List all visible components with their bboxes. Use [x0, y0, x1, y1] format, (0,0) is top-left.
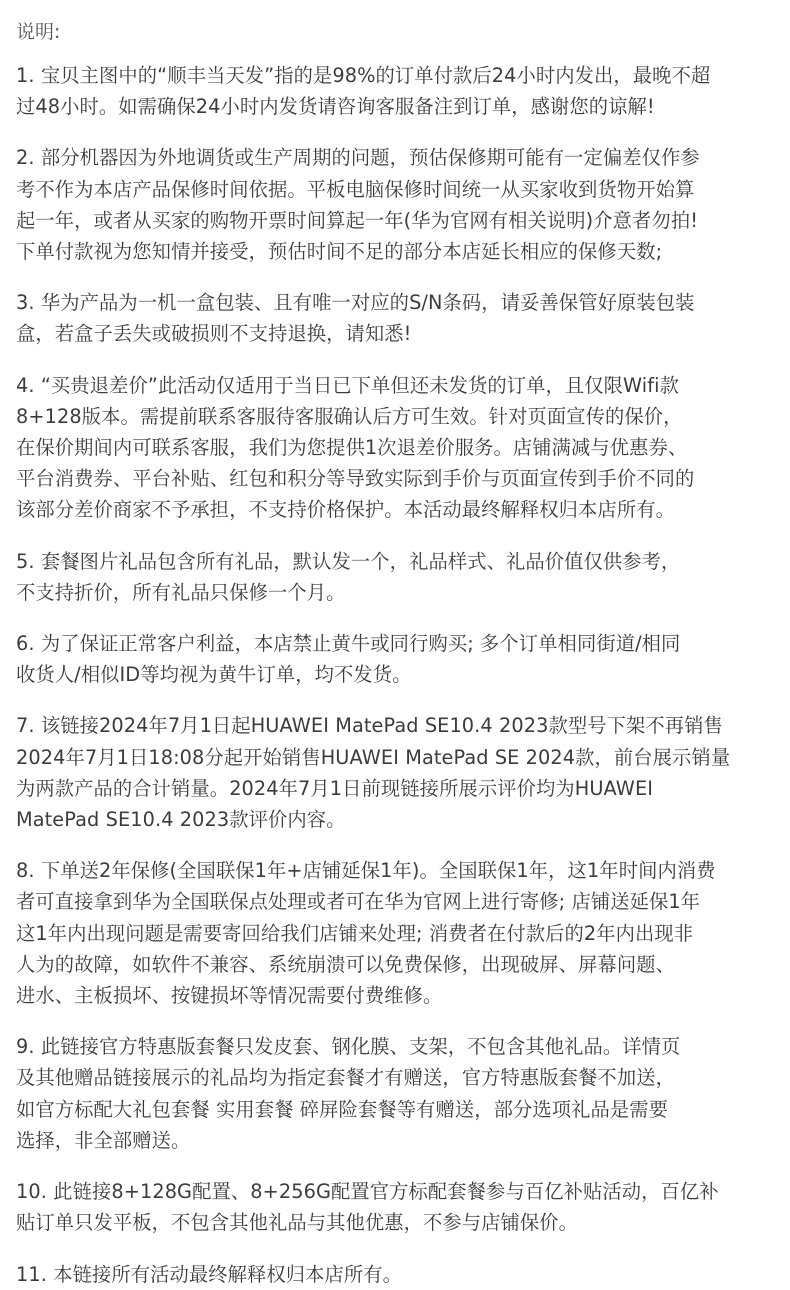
notice-item-10	[16, 1176, 776, 1238]
notice-line: 考不作为本店产品保修时间依据。平板电脑保修时间统一从买家收到货物开始算	[16, 177, 695, 201]
notice-line: 不支持折价，所有礼品只保修一个月。	[16, 580, 346, 604]
page-heading: 说明:	[16, 21, 61, 43]
notice-line: MatePad SE10.4 2023款评价内容。	[16, 808, 346, 832]
notice-item-6	[16, 628, 776, 690]
notice-line: 8. 下单送2年保修(全国联保1年+店铺延保1年)。全国联保1年，这1年时间内消费	[16, 859, 716, 883]
notice-item-7	[16, 710, 776, 835]
notice-line: 5. 套餐图片礼品包含所有礼品，默认发一个，礼品样式、礼品价值仅供参考，	[16, 549, 681, 573]
notice-line: 这1年内出现问题是需要寄回给我们店铺来处理; 消费者在付款后的2年内出现非	[16, 921, 694, 945]
notice-item-1	[16, 60, 776, 122]
notice-line: 2024年7月1日18:08分起开始销售HUAWEI MatePad SE 2024款，前台展示销量	[16, 745, 731, 769]
notice-line: 及其他赠品链接展示的礼品均为指定套餐才有赠送，官方特惠版套餐不加送，	[16, 1066, 675, 1090]
notice-line: 7. 该链接2024年7月1日起HUAWEI MatePad SE10.4 2023款型号下架不再销售	[16, 714, 723, 738]
notice-item-4	[16, 370, 776, 526]
notice-item-5	[16, 546, 776, 608]
notice-line: 6. 为了保证正常客户利益，本店禁止黄牛或同行购买; 多个订单相同街道/相同	[16, 632, 681, 656]
notice-line: 3. 华为产品为一机一盒包装、且有唯一对应的S/N条码，请妥善保管好原装包装	[16, 291, 695, 315]
notice-line: 选择，非全部赠送。	[16, 1128, 191, 1152]
notice-line: 为两款产品的合计销量。2024年7月1日前现链接所展示评价均为HUAWEI	[16, 776, 654, 800]
notice-line: 11. 本链接所有活动最终解释权归本店所有。	[16, 1262, 403, 1286]
notice-line: 起一年，或者从买家的购物开票时间算起一年(华为官网有相关说明)介意者勿拍!	[16, 208, 699, 232]
notice-line: 如官方标配大礼包套餐 实用套餐 碎屏险套餐等有赠送，部分选项礼品是需要	[16, 1097, 669, 1121]
notice-line: 2. 部分机器因为外地调货或生产周期的问题，预估保修期可能有一定偏差仅作参	[16, 146, 700, 170]
notice-line: 贴订单只发平板，不包含其他礼品与其他优惠，不参与店铺保价。	[16, 1211, 579, 1235]
notice-line: 进水、主板损坏、按键损坏等情况需要付费维修。	[16, 984, 443, 1008]
notice-line: 下单付款视为您知情并接受，预估时间不足的部分本店延长相应的保修天数;	[16, 240, 663, 264]
notice-line: 8+128版本。需提前联系客服待客服确认后方可生效。针对页面宣传的保价，	[16, 404, 683, 428]
notice-line: 过48小时。如需确保24小时内发货请咨询客服备注到订单，感谢您的谅解!	[16, 95, 655, 119]
notice-line: 人为的故障，如软件不兼容、系统崩溃可以免费保修，出现破屏、屏幕问题、	[16, 952, 675, 976]
notice-item-9	[16, 1031, 776, 1156]
notice-line: 9. 此链接官方特惠版套餐只发皮套、钢化膜、支架，不包含其他礼品。详情页	[16, 1035, 681, 1059]
notice-line: 者可直接拿到华为全国联保点处理或者可在华为官网上进行寄修; 店铺送延保1年	[16, 890, 701, 914]
notice-line: 1. 宝贝主图中的“顺丰当天发”指的是98%的订单付款后24小时内发出，最晚不超	[16, 64, 711, 87]
notice-line: 4. “买贵退差价”此活动仅适用于当日已下单但还未发货的订单，且仅限Wifi款	[16, 373, 679, 397]
notice-item-3	[16, 287, 776, 349]
notice-line: 在保价期间内可联系客服，我们为您提供1次退差价服务。店铺满减与优惠券、	[16, 436, 688, 460]
notice-item-11	[16, 1259, 776, 1290]
notice-list	[16, 60, 776, 1290]
notice-line: 10. 此链接8+128G配置、8+256G配置官方标配套餐参与百亿补贴活动，百亿补	[16, 1180, 719, 1204]
notice-line: 该部分差价商家不予承担，不支持价格保护。本活动最终解释权归本店所有。	[16, 498, 675, 522]
notice-line: 平台消费券、平台补贴、红包和积分等导致实际到手价与页面宣传到手价不同的	[16, 467, 695, 491]
notice-line: 收货人/相似ID等均视为黄牛订单，均不发货。	[16, 663, 412, 687]
notice-item-8	[16, 855, 776, 1011]
notice-item-2	[16, 142, 776, 267]
notice-line: 盒，若盒子丢失或破损则不支持退换，请知悉!	[16, 322, 412, 346]
